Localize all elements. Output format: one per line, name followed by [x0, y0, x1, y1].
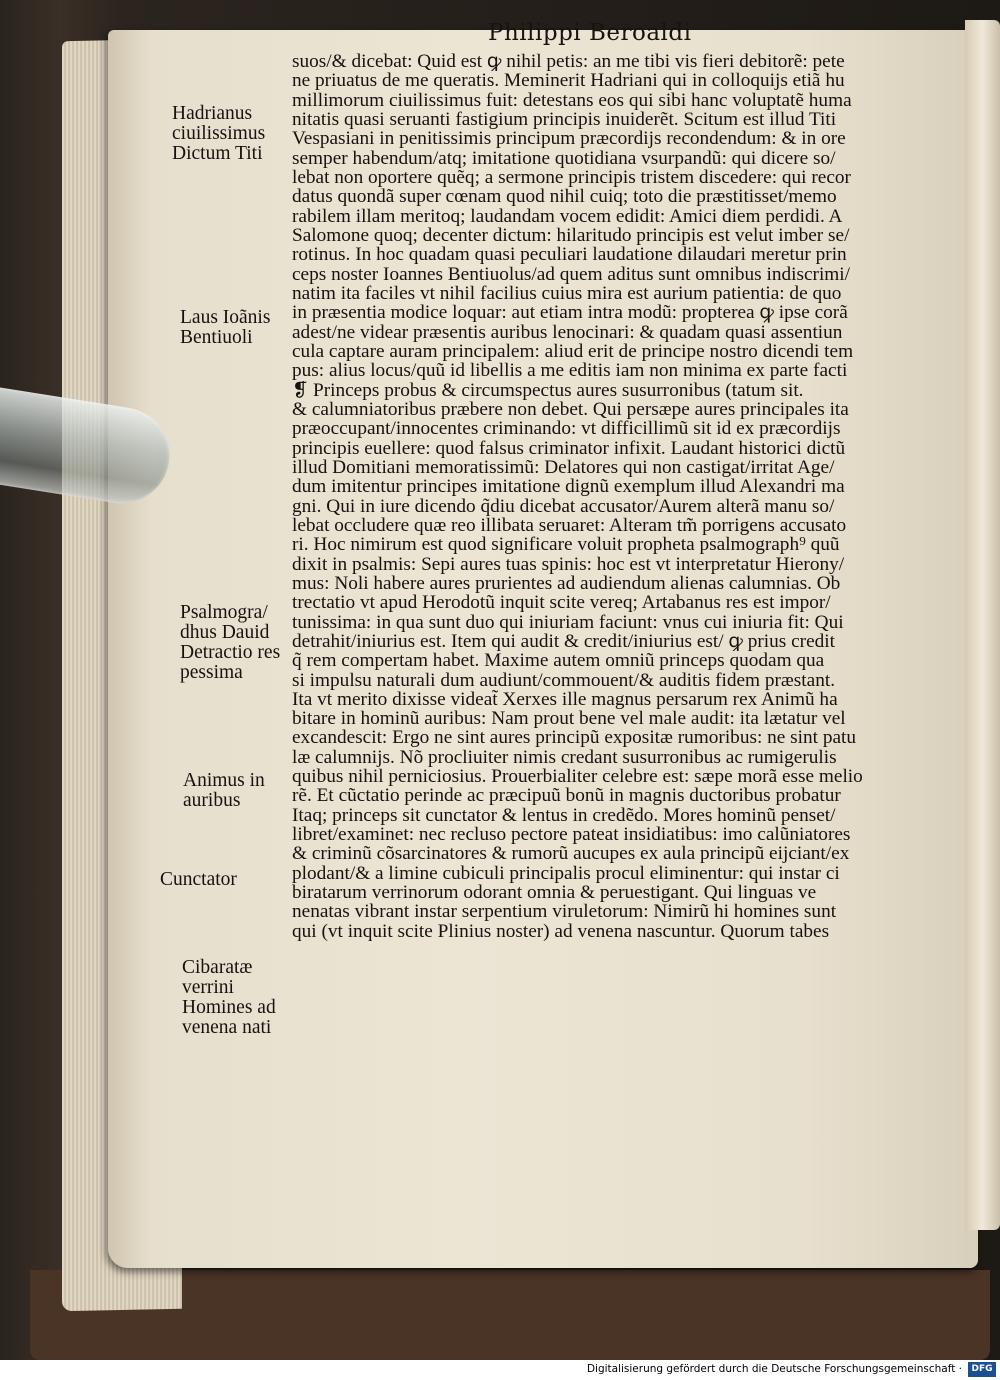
marginal-note-line: verrini [182, 977, 234, 998]
text-line: nenatas vibrant instar serpentium viruletorum: Nimirũ hi homines sunt [292, 902, 837, 922]
text-line: mus: Noli habere aures prurientes ad audiendum alienas calumnias. Ob [292, 573, 841, 594]
text-line: cula captare auram principalem: aliud erit de principe nostro dicendi tem [292, 341, 854, 362]
footer-bar [0, 1360, 1000, 1380]
marginal-note-line: Animus in [183, 770, 265, 791]
text-line: si impulsu naturali dum audiunt/commouent/& auditis fidem præstant. [292, 670, 836, 690]
text-line: tunissima: in qua sunt duo qui iniuriam faciunt: vnus cui iniuria fit: Qui [292, 612, 844, 632]
text-line: quibus nihil perniciosius. Prouerbialiter celebre est: sæpe morã esse melio [292, 767, 863, 787]
marginal-note-line: Homines ad [182, 997, 276, 1018]
marginal-note-line: Laus Ioãnis [180, 307, 271, 328]
text-line: qui (vt inquit scite Plinius noster) ad venena nascuntur. Quorum tabes [292, 921, 830, 942]
text-line: biratarum verrinorum odorant omnia & peruestigant. Qui linguas ve [292, 883, 817, 903]
marginal-note-line: Bentiuoli [180, 327, 253, 348]
text-line: Vespasiani in penitissimis principum præcordijs recondendum: & in ore [292, 129, 846, 149]
text-line: præoccupant/innocentes criminando: vt difficillimũ sit id ex præcordijs [292, 419, 841, 439]
marginal-note [180, 603, 280, 683]
text-line: pus: alius locus/quũ id libellis a me editis iam non minima ex parte facti [292, 361, 848, 381]
marginal-note-line: pessima [180, 662, 243, 683]
text-line: bitare in hominũ auribus: Nam prout bene vel male audit: ita lætatur vel [292, 709, 846, 729]
marginal-note [180, 308, 270, 348]
text-line: adest/ne videar præsentis auribus lenocinari: & quadam quasi assentiun [292, 322, 843, 342]
running-head: Philippi Beroaldi [488, 20, 692, 46]
marginal-note-line: venena nati [182, 1017, 272, 1038]
text-line: millimorum ciuilissimus fuit: detestans eos qui sibi hanc voluptatẽ huma [292, 90, 852, 110]
marginal-note-line: Hadrianus [172, 103, 253, 124]
marginal-note-line: Cunctator [160, 869, 237, 890]
text-line: suos/& dicebat: Quid est ꝙ nihil petis: an me tibi vis fieri debitorẽ: pete [292, 52, 845, 72]
text-line: ceps noster Ioannes Bentiuolus/ad quem aditus sunt omnibus indiscrimi/ [292, 264, 851, 284]
text-line: rabilem illam meritoq; laudandam vocem edidit: Amici diem perdidi. A [292, 206, 843, 226]
text-line: illud Domitiani memoratissimũ: Delatores qui non castigat/irritat Age/ [292, 457, 835, 478]
text-line: plodant/& a limine cubiculi principalis procul eliminentur: qui instar ci [292, 863, 840, 884]
marginal-note [160, 870, 237, 890]
text-line: rẽ. Et cũctatio perinde ac præcipuũ bonũ in magnis ductoribus probatur [292, 786, 841, 806]
marginal-note-line: Detractio res [180, 642, 281, 663]
text-line: rotinus. In hoc quadam quasi peculiari laudatione dilaudari meretur prin [292, 245, 847, 265]
text-line: ne priuatus de me queratis. Meminerit Hadriani qui in colloquijs etiã hu [292, 71, 845, 91]
facing-page-edge [965, 20, 1000, 1230]
text-line: q̃ rem compertam habet. Maxime autem omniũ princeps quodam qua [292, 651, 825, 671]
marginal-note-line: dhus Dauid [180, 622, 270, 643]
marginal-note-line: ciuilissimus [172, 123, 266, 144]
text-line: ❡ Princeps probus & circumspectus aures susurronibus (tatum sit. [292, 380, 804, 400]
text-line: dixit in psalmis: Sepi aures tuas spinis: hoc est vt interpretatur Hierony/ [292, 554, 845, 574]
text-line: & criminũ cõsarcinatores & rumorũ aucupes ex aula principũ eijciant/ex [292, 844, 850, 864]
marginal-note-line: Psalmogra/ [180, 602, 268, 623]
text-line: lebat non oportere quẽq; a sermone principis tristem discedere: qui recor [292, 167, 851, 188]
body-text [292, 52, 942, 941]
funding-notice: Digitalisierung gefördert durch die Deutsche Forschungsgemeinschaft · [586, 1363, 962, 1375]
text-line: Itaq; princeps sit cunctator & lentus in credẽdo. Mores hominũ penset/ [292, 805, 836, 826]
text-line: læ calumnijs. Nõ procliuiter nimis credant susurronibus ac rumigerulis [292, 747, 837, 768]
text-line: trectatio vt apud Herodotũ inquit scite vereq; Artabanus res est impor/ [292, 593, 831, 613]
text-line: semper habendum/atq; imitatione quotidiana vsurpandũ: qui dicere so/ [292, 148, 836, 168]
text-line: datus quondã super cœnam quod nihil cuiq; toto die præstitisset/memo [292, 187, 837, 207]
text-line: excandescit: Ergo ne sint aures principũ expositæ rumoribus: ne sint patu [292, 728, 857, 748]
text-line: Salomone quoq; decenter dictum: hilaritudo principis est velut imber se/ [292, 225, 850, 246]
text-line: detrahit/iniurius est. Item qui audit & credit/iniurius est/ ꝙ prius credit [292, 631, 836, 652]
text-line: ri. Hoc nimirum est quod significare voluit propheta psalmograph⁹ quũ [292, 535, 840, 555]
text-line: natim ita faciles vt nihil facilius cuius mira est aurium patientia: de quo [292, 283, 842, 304]
marginal-note [183, 771, 265, 811]
marginal-note-line: Cibaratæ [182, 957, 253, 978]
text-line: lebat occludere quæ reo illibata seruaret: Alteram tm̃ porrigens accusato [292, 515, 847, 536]
marginal-note [182, 958, 276, 1038]
text-line: dum imitentur principes imitatione dignũ exemplum illud Alexandri ma [292, 477, 845, 497]
text-line: gni. Qui in iure dicendo q̃diu dicebat accusator/Aurem alterã manu so/ [292, 496, 835, 516]
dfg-logo: DFG [968, 1362, 996, 1377]
text-line: libret/examinet: nec recluso pectore pateat insidiatibus: imo calũniatores [292, 825, 851, 845]
text-line: Ita vt merito dixisse videat̃ Xerxes ille magnus persarum rex Animũ ha [292, 689, 838, 710]
text-line: principis euellere: quod falsus criminator infixit. Laudant historici dictũ [292, 438, 846, 458]
text-line: & calumniatoribus præbere non debet. Qui persæpe aures principales ita [292, 399, 849, 420]
marginal-note [172, 104, 265, 164]
text-line: in præsentia modice loquar: aut etiam intra modũ: propterea ꝙ ipse corã [292, 303, 848, 323]
marginal-note-line: Dictum Titi [172, 143, 263, 164]
marginal-note-line: auribus [183, 790, 241, 811]
text-line: nitatis quasi seruanti fastigium principis inuiderẽt. Scitum est illud Titi [292, 109, 837, 130]
